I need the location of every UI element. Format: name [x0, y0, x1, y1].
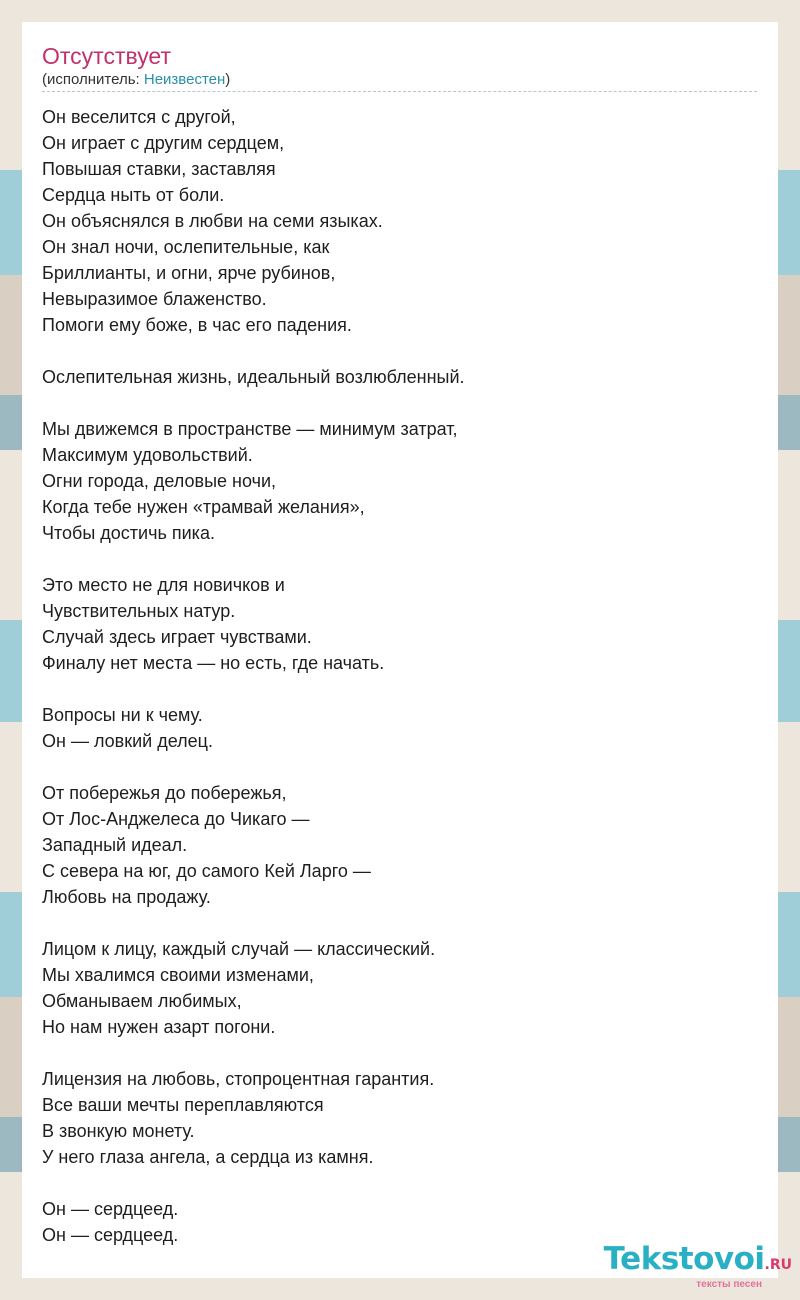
lyric-line: Повышая ставки, заставляя [42, 159, 276, 179]
lyric-blank-line [42, 390, 758, 416]
lyric-line: Ослепительная жизнь, идеальный возлюбленный. [42, 367, 465, 387]
song-title: Отсутствует [42, 43, 171, 69]
artist-link[interactable]: Неизвестен [143, 71, 226, 88]
lyric-line: Финалу нет места — но есть, где начать. [42, 653, 385, 673]
lyrics-card [22, 22, 778, 1278]
lyric-line: От побережья до побережья, [42, 783, 287, 803]
lyric-line: Чувствительных натур. [42, 601, 236, 621]
lyric-line: Он — ловкий делец. [42, 731, 213, 751]
lyric-line: Он играет с другим сердцем, [42, 133, 285, 153]
lyric-line: Невыразимое блаженство. [42, 289, 267, 309]
lyric-line: Он веселится с другой, [42, 107, 236, 127]
site-logo[interactable] [604, 1243, 792, 1290]
lyric-line: Мы хвалимся своими изменами, [42, 965, 314, 985]
lyric-line: Но нам нужен азарт погони. [42, 1017, 276, 1037]
lyric-line: Все ваши мечты переплавляются [42, 1095, 324, 1115]
lyric-blank-line [42, 910, 758, 936]
lyric-line: Он — сердцеед. [42, 1199, 179, 1219]
logo-name: Tekstovoi [603, 1241, 765, 1277]
lyric-line: У него глаза ангела, а сердца из камня. [42, 1147, 374, 1167]
lyric-line: Лицензия на любовь, стопроцентная гарантия. [42, 1069, 435, 1089]
lyric-line: Он — сердцеед. [42, 1225, 179, 1245]
lyric-line: Огни города, деловые ночи, [42, 471, 277, 491]
lyric-blank-line [42, 754, 758, 780]
lyric-line: Любовь на продажу. [42, 887, 211, 907]
lyric-line: Когда тебе нужен «трамвай желания», [42, 497, 365, 517]
logo-tld: .RU [764, 1257, 792, 1273]
logo-tagline: тексты песен [696, 1279, 762, 1290]
lyrics-text [42, 104, 758, 1248]
lyric-line: Это место не для новичков и [42, 575, 285, 595]
lyric-line: Случай здесь играет чувствами. [42, 627, 312, 647]
lyric-blank-line [42, 1040, 758, 1066]
lyric-line: Сердца ныть от боли. [42, 185, 225, 205]
lyric-blank-line [42, 1170, 758, 1196]
lyric-line: Помоги ему боже, в час его падения. [42, 315, 352, 335]
lyric-line: Максимум удовольствий. [42, 445, 253, 465]
lyric-line: Он объяснялся в любви на семи языках. [42, 211, 383, 231]
lyric-line: Он знал ночи, ослепительные, как [42, 237, 330, 257]
lyric-blank-line [42, 338, 758, 364]
lyric-line: С севера на юг, до самого Кей Ларго — [42, 861, 371, 881]
logo-wordmark [604, 1243, 792, 1281]
lyric-line: Мы движемся в пространстве — минимум затрат, [42, 419, 458, 439]
lyric-line: Бриллианты, и огни, ярче рубинов, [42, 263, 336, 283]
artist-suffix: ) [225, 71, 231, 88]
lyric-blank-line [42, 676, 758, 702]
lyric-line: От Лос-Анджелеса до Чикаго — [42, 809, 310, 829]
lyric-line: Западный идеал. [42, 835, 188, 855]
lyric-line: Обманываем любимых, [42, 991, 242, 1011]
lyric-blank-line [42, 546, 758, 572]
lyric-line: Вопросы ни к чему. [42, 705, 203, 725]
lyric-line: Чтобы достичь пика. [42, 523, 215, 543]
artist-prefix: (исполнитель: [42, 71, 144, 88]
lyric-line: Лицом к лицу, каждый случай — классический. [42, 939, 436, 959]
artist-line [42, 70, 757, 92]
lyric-line: В звонкую монету. [42, 1121, 195, 1141]
